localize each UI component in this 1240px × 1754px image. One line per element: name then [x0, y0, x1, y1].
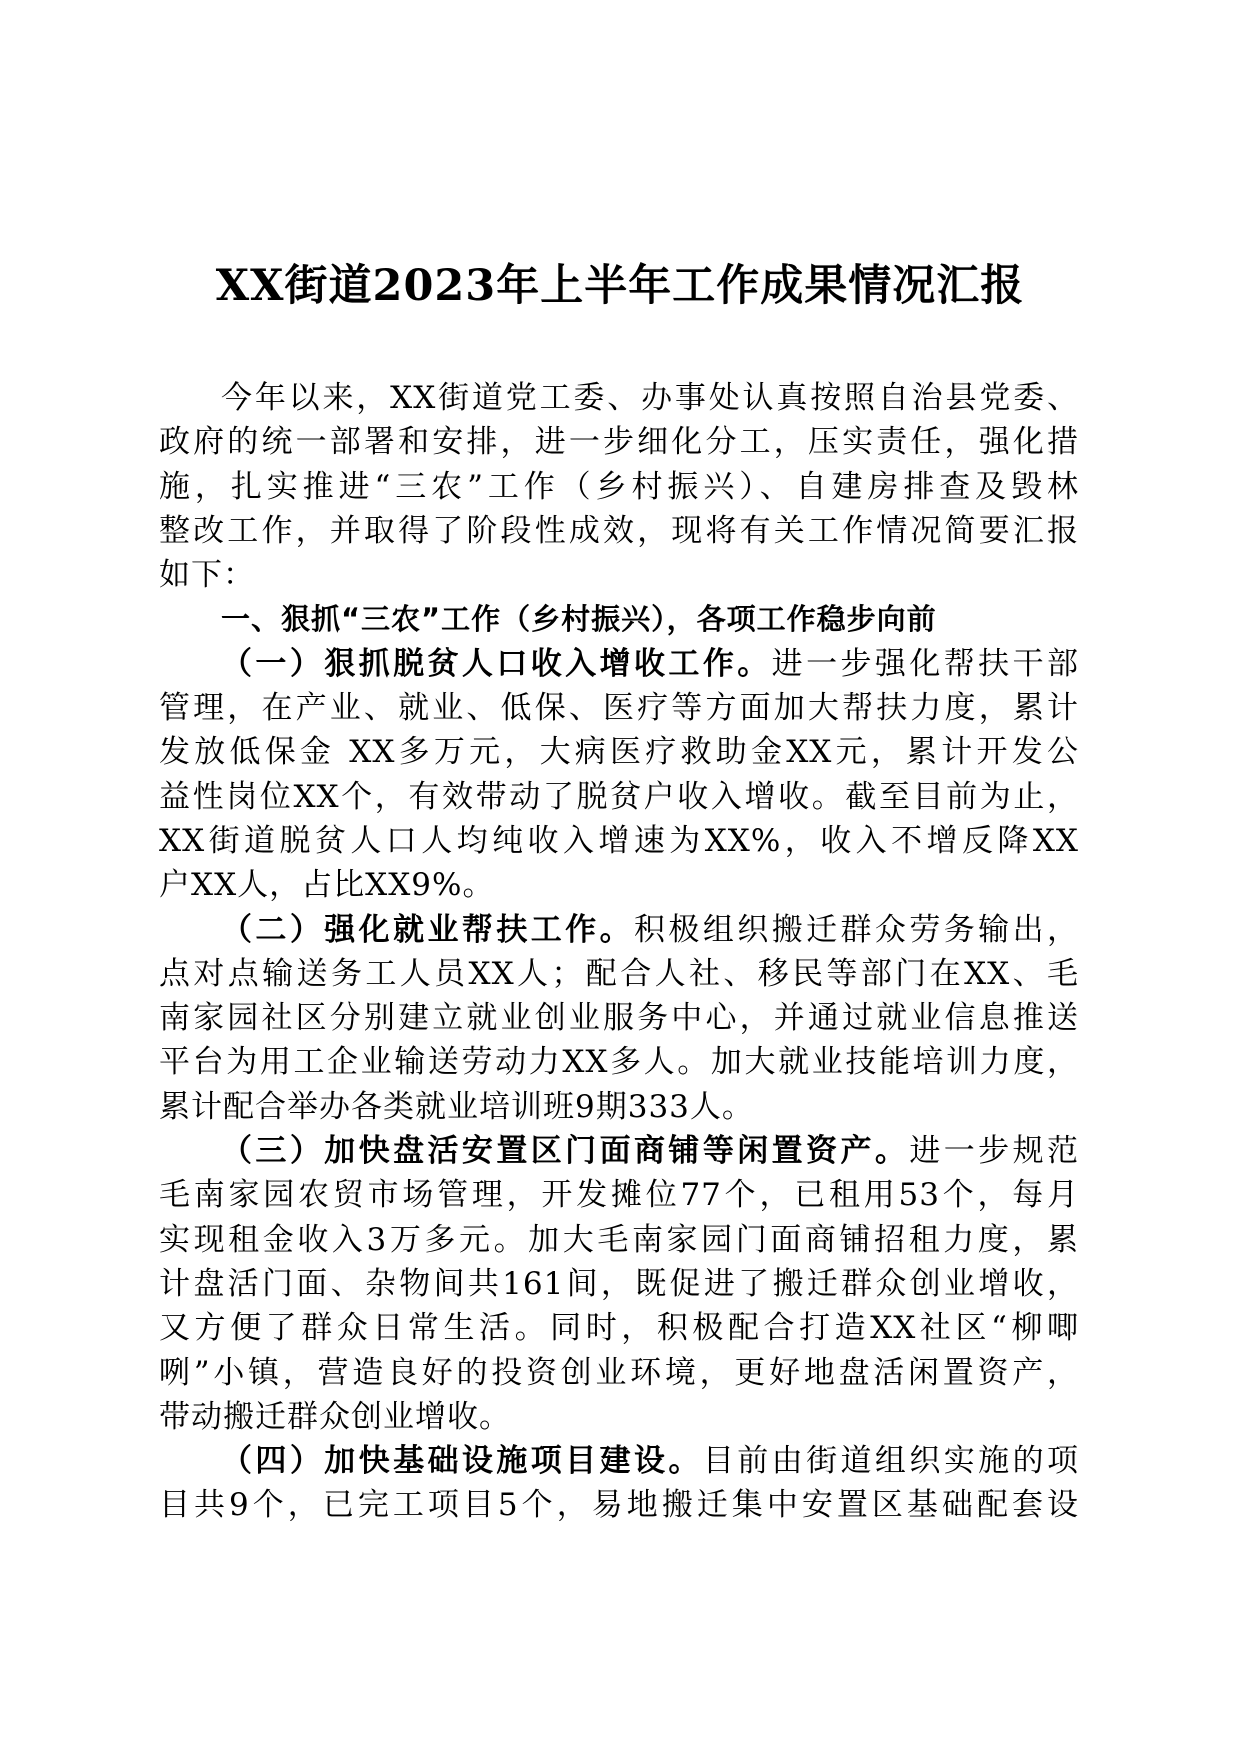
item-line: 平台为用工企业输送劳动力XX多人。加大就业技能培训力度，	[159, 1044, 1079, 1081]
item-label: （一）狠抓脱贫人口收入增收工作。	[221, 645, 772, 682]
item-text: 进一步规范	[909, 1133, 1080, 1170]
intro-line: 如下：	[159, 557, 255, 594]
intro-line: 今年以来，XX街道党工委、办事处认真按照自治县党委、	[221, 380, 1079, 416]
item-text: 进一步强化帮扶干部	[771, 645, 1080, 682]
item-line: 带动搬迁群众创业增收。	[159, 1398, 511, 1435]
item-line: 计盘活门面、杂物间共161间，既促进了搬迁群众创业增收，	[159, 1265, 1079, 1302]
item-line: 累计配合举办各类就业培训班9期333人。	[159, 1088, 754, 1125]
item-line: 咧”小镇，营造良好的投资创业环境，更好地盘活闲置资产，	[159, 1354, 1079, 1391]
item-line: XX街道脱贫人口人均纯收入增速为XX%，收入不增反降XX	[159, 822, 1079, 859]
item-line	[159, 1129, 1079, 1173]
item-line	[159, 908, 1079, 952]
section-heading: 一、狠抓“三农”工作（乡村振兴），各项工作稳步向前	[221, 602, 937, 637]
item-line: 点对点输送务工人员XX人；配合人社、移民等部门在XX、毛	[159, 955, 1079, 992]
document-title: XX街道2023年上半年工作成果情况汇报	[215, 261, 1025, 311]
item-line	[159, 1439, 1079, 1483]
item-line: 目共9个，已完工项目5个，易地搬迁集中安置区基础配套设	[159, 1487, 1079, 1524]
item-line: 毛南家园农贸市场管理，开发摊位77个，已租用53个，每月	[159, 1177, 1079, 1214]
item-line: 又方便了群众日常生活。同时，积极配合打造XX社区“柳唧	[159, 1310, 1079, 1347]
intro-line: 政府的统一部署和安排，进一步细化分工，压实责任，强化措	[159, 424, 1079, 461]
item-line: 益性岗位XX个，有效带动了脱贫户收入增收。截至目前为止，	[159, 778, 1079, 815]
item-line: 发放低保金 XX多万元，大病医疗救助金XX元，累计开发公	[159, 734, 1079, 771]
item-line: 实现租金收入3万多元。加大毛南家园门面商铺招租力度，累	[159, 1221, 1079, 1258]
item-text: 积极组织搬迁群众劳务输出，	[634, 911, 1079, 948]
document-body	[159, 376, 1079, 1528]
item-line: 南家园社区分别建立就业创业服务中心，并通过就业信息推送	[159, 1000, 1079, 1037]
intro-line: 施，扎实推进“三农”工作（乡村振兴）、自建房排查及毁林	[159, 468, 1079, 505]
item-text: 目前由街道组织实施的项	[702, 1443, 1080, 1480]
item-line: 管理，在产业、就业、低保、医疗等方面加大帮扶力度，累计	[159, 690, 1079, 727]
item-label: （四）加快基础设施项目建设。	[221, 1443, 703, 1480]
intro-line: 整改工作，并取得了阶段性成效，现将有关工作情况简要汇报	[159, 512, 1079, 549]
item-line: 户XX人，占比XX9%。	[159, 867, 495, 904]
item-line	[159, 642, 1079, 686]
item-label: （三）加快盘活安置区门面商铺等闲置资产。	[221, 1133, 910, 1170]
item-label: （二）强化就业帮扶工作。	[221, 911, 634, 948]
